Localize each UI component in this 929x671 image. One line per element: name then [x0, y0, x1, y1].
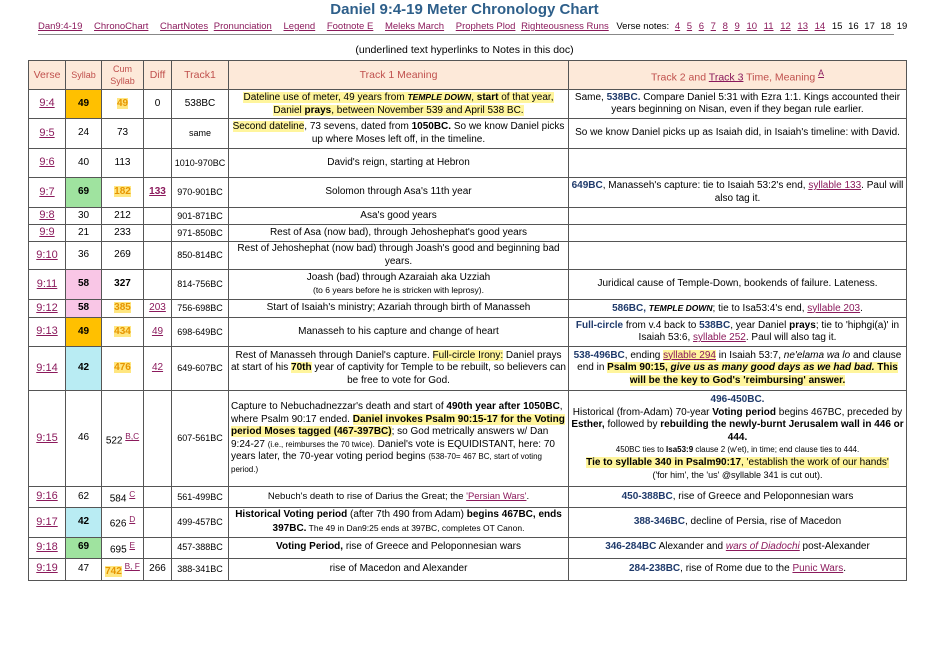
text: Second dateline — [232, 121, 305, 132]
syllable-link[interactable]: syllable 252 — [693, 332, 746, 343]
track1-cell: 814-756BC — [172, 270, 229, 300]
verse-link[interactable]: 9:5 — [39, 126, 55, 139]
text: So we know Daniel picks up where Moses left off, in the timeline. — [311, 121, 565, 145]
cum-cell — [102, 347, 144, 391]
track2-cell — [569, 225, 907, 242]
text: , where Psalm 90:17 ended. — [231, 401, 563, 425]
verse-link[interactable]: 9:8 — [39, 209, 55, 222]
text: . Paul will also tag it. — [745, 332, 837, 343]
temple-down-term: TEMPLE DOWN — [648, 302, 713, 313]
text: Voting period — [712, 406, 776, 418]
track1-cell: 901-871BC — [172, 208, 229, 225]
text: Dateline use of meter, 49 years from — [243, 92, 408, 103]
header-track3-link[interactable]: Track 3 — [708, 71, 744, 83]
text: Capture to Nebuchadnezzar's death and start of — [231, 401, 447, 412]
syllab-cell: 24 — [66, 119, 102, 149]
verse-link[interactable]: 9:12 — [36, 301, 58, 314]
verse-link[interactable]: 9:17 — [36, 515, 58, 528]
header-track2-time-text: Time, Meaning — [743, 71, 816, 83]
syllab-cell: 49 — [66, 318, 102, 347]
diff-cell — [144, 149, 172, 178]
verse-link[interactable]: 9:9 — [39, 226, 55, 239]
text: 450BC ties to — [615, 445, 667, 455]
text: Tie to syllable 340 in Psalm90:17 — [586, 456, 742, 468]
cum-cell — [102, 318, 144, 347]
text: of that year, Daniel — [273, 92, 554, 116]
meaning-cell — [229, 270, 569, 300]
syllab-cell: 42 — [66, 347, 102, 391]
footnote-link[interactable]: C — [129, 489, 136, 499]
meaning-cell — [229, 537, 569, 558]
diff-cell — [144, 347, 172, 391]
page-title: Daniel 9:4-19 Meter Chronology Chart — [330, 1, 599, 18]
text: , ending — [624, 349, 664, 361]
table-row — [29, 178, 907, 208]
syllab-cell: 58 — [66, 270, 102, 300]
verse-cell — [29, 242, 66, 270]
cum-value: 182 — [114, 186, 131, 198]
track1-cell: 1010-970BC — [172, 149, 229, 178]
cum-cell: 327 — [102, 270, 144, 300]
text: ; so God metrically answers w/ Dan 9:24-27 — [231, 426, 549, 450]
table-row — [29, 487, 907, 508]
verse-link-13[interactable]: 13 — [797, 21, 808, 32]
text: . — [843, 562, 846, 574]
text: (after 7th 490 from Adam) — [347, 509, 467, 521]
text: . — [860, 302, 863, 314]
track1-cell: 970-901BC — [172, 178, 229, 208]
header-cum-syllab: Cum Syllab — [102, 61, 144, 90]
cum-cell — [102, 391, 144, 487]
persian-wars-link[interactable]: 'Persian Wars' — [466, 490, 527, 502]
diff-cell — [144, 225, 172, 242]
header-diff: Diff — [144, 61, 172, 90]
track1-cell: 388-341BC — [172, 558, 229, 580]
track1-cell: 850-814BC — [172, 242, 229, 270]
diff-cell — [144, 208, 172, 225]
verse-link[interactable]: 9:6 — [39, 156, 55, 169]
text: Historical (from-Adam) 70-year — [572, 406, 713, 418]
cum-cell: 233 — [102, 225, 144, 242]
text: begins 467BC, ends 397BC. — [272, 509, 562, 534]
header-verse: Verse — [29, 61, 66, 90]
verse-plain-18: 18 — [880, 21, 892, 32]
table-row — [29, 300, 907, 318]
header-track1-meaning: Track 1 Meaning — [229, 61, 569, 90]
text: 538-496BC — [573, 349, 625, 361]
meaning-cell: Start of Isaiah's ministry; Azariah through birth of Manasseh — [229, 300, 569, 318]
verse-plain-15: 15 — [831, 21, 843, 32]
verse-link-4[interactable]: 4 — [674, 21, 681, 32]
diff-cell — [144, 270, 172, 300]
verse-cell — [29, 318, 66, 347]
verse-link-8[interactable]: 8 — [722, 21, 728, 32]
track2-cell — [569, 208, 907, 225]
diff-cell — [144, 119, 172, 149]
header-syllab: Syllab — [66, 61, 102, 90]
footnote-a-link[interactable]: A — [818, 67, 824, 78]
nav-link-chronochart[interactable]: ChronoChart — [94, 21, 149, 32]
meaning-cell: Asa's good years — [229, 208, 569, 225]
track2-cell — [569, 537, 907, 558]
verse-link[interactable]: 9:16 — [36, 490, 58, 503]
verse-link-9[interactable]: 9 — [734, 21, 740, 32]
text: 538BC — [699, 319, 731, 331]
meaning-cell: Manasseh to his capture and change of heart — [229, 318, 569, 347]
track2-cell — [569, 90, 907, 119]
temple-down-term: TEMPLE DOWN — [407, 92, 472, 102]
verse-link-11[interactable]: 11 — [763, 21, 774, 32]
hyperlink-note: (underlined text hyperlinks to Notes in this doc) — [355, 44, 574, 56]
table-row — [29, 90, 907, 119]
verse-cell — [29, 391, 66, 487]
diff-cell: 266 — [144, 558, 172, 580]
chronology-table — [28, 60, 907, 581]
nav-link-chartnotes[interactable]: ChartNotes — [160, 21, 209, 32]
diff-link[interactable]: 133 — [149, 186, 166, 198]
cum-value: 476 — [114, 362, 131, 374]
text: from v.4 back to — [623, 319, 700, 331]
text: This will be the key to God's 'reimbursing' answer. — [629, 362, 898, 386]
text: 450-388BC — [621, 490, 673, 502]
track1-cell: 971-850BC — [172, 225, 229, 242]
text: 496-450BC. — [710, 394, 765, 406]
text: ; tie to 'hiphgi(a)' in Isaiah 53:6, — [638, 319, 900, 343]
nav-link-prophets-plod[interactable]: Prophets Plod — [455, 21, 516, 32]
text: in Isaiah 53:7, — [715, 349, 784, 361]
cum-cell: 269 — [102, 242, 144, 270]
text: Joash (bad) through Azaraiah aka Uzziah — [306, 271, 491, 283]
track1-cell: same — [172, 119, 229, 149]
text: Compare Daniel 5:31 with Ezra 1:1. Kings accounted their years beginning on Nisan, even if they began rule earlier. — [611, 91, 901, 115]
diff-cell — [144, 318, 172, 347]
verse-link[interactable]: 9:19 — [36, 562, 58, 575]
syllab-cell: 69 — [66, 537, 102, 558]
text: . Paul will also tag it. — [714, 180, 904, 204]
diff-cell — [144, 391, 172, 487]
track1-cell: 457-388BC — [172, 537, 229, 558]
table-row — [29, 208, 907, 225]
track2-cell — [569, 487, 907, 508]
cum-value: 695 — [109, 544, 127, 556]
text: rise of Greece and Peloponnesian wars — [343, 541, 521, 553]
text: begins 467BC, preceded by — [775, 406, 903, 418]
verse-link-12[interactable]: 12 — [780, 21, 791, 32]
syllable-link[interactable]: syllable 294 — [663, 349, 716, 361]
text: , 73 sevens, dated from — [304, 121, 412, 132]
text: Alexander and — [656, 541, 726, 553]
text: Voting Period, — [276, 541, 344, 553]
track1-cell: 499-457BC — [172, 507, 229, 537]
text: Full-circle — [575, 319, 624, 331]
syllab-cell: 36 — [66, 242, 102, 270]
text: The 49 in Dan9:25 ends at 397BC, completes OT Canon. — [306, 522, 525, 533]
footnote-link[interactable]: B,C — [125, 430, 140, 441]
syllab-cell: 58 — [66, 300, 102, 318]
verse-link[interactable]: 9:15 — [36, 431, 58, 444]
verse-cell — [29, 178, 66, 208]
text: Psalm 90:15, — [607, 362, 671, 374]
text: (i.e., reimburses the 70 twice). — [267, 439, 375, 449]
diadochi-link[interactable]: wars of Diadochi — [725, 541, 800, 553]
syllab-cell: 47 — [66, 558, 102, 580]
track1-cell: 649-607BC — [172, 347, 229, 391]
text: , Manasseh's capture: tie to Isaiah 53:2's end, — [602, 180, 809, 191]
track2-cell — [569, 347, 907, 391]
track2-cell — [569, 391, 907, 487]
track2-cell — [569, 507, 907, 537]
header-track2-meaning — [569, 61, 907, 90]
table-row — [29, 347, 907, 391]
verse-link[interactable]: 9:11 — [36, 277, 58, 290]
cum-value: 742 — [105, 565, 122, 577]
header-track1: Track1 — [172, 61, 229, 90]
track2-cell — [569, 558, 907, 580]
footnote-link[interactable]: E — [129, 539, 136, 550]
table-row — [29, 225, 907, 242]
meaning-cell: Rest of Asa (now bad), through Jehoshephat's good years — [229, 225, 569, 242]
text: give us as many good days as we had bad. — [670, 362, 875, 374]
syllab-cell: 49 — [66, 90, 102, 119]
table-header-row — [29, 61, 907, 90]
text: Same, — [574, 91, 607, 103]
syllab-cell: 42 — [66, 507, 102, 537]
table-row — [29, 391, 907, 487]
nav-link-footnote-e[interactable]: Footnote E — [326, 21, 374, 32]
text: (538-70= 467 BC, start of voting period.) — [231, 452, 542, 474]
verse-link-6[interactable]: 6 — [698, 21, 704, 32]
diff-link[interactable]: 49 — [151, 325, 164, 337]
text: 388-346BC — [633, 516, 685, 528]
diff-cell — [144, 242, 172, 270]
track1-cell: 607-561BC — [172, 391, 229, 487]
verse-cell — [29, 300, 66, 318]
verse-link-10[interactable]: 10 — [746, 21, 758, 32]
track2-cell — [569, 242, 907, 270]
text: 1050BC. — [411, 121, 452, 132]
text: Full-circle Irony: — [432, 349, 504, 361]
text: 70th — [291, 362, 312, 374]
track2-cell — [569, 178, 907, 208]
text: Daniel prays at start of his — [231, 349, 562, 374]
table-row — [29, 119, 907, 149]
track2-cell — [569, 300, 907, 318]
cum-cell — [102, 507, 144, 537]
diff-cell — [144, 537, 172, 558]
meaning-cell: David's reign, starting at Hebron — [229, 149, 569, 178]
text: , decline of Persia, rise of Macedon — [684, 516, 842, 528]
text: clause 2 (w'et), in time; end clause ties to 444. — [693, 445, 860, 455]
syllab-cell: 62 — [66, 487, 102, 508]
verse-cell — [29, 149, 66, 178]
diff-link[interactable]: 42 — [151, 362, 164, 374]
nav-bar — [38, 20, 908, 35]
syllab-cell: 69 — [66, 178, 102, 208]
syllable-link[interactable]: syllable 203 — [807, 302, 861, 314]
text: Nebuch's death to rise of Darius the Great; the — [267, 490, 467, 502]
text: , 'establish the work of our hands' — [741, 456, 889, 468]
text: 538BC. — [606, 91, 641, 103]
text: rebuilding the newly-burnt Jerusalem wall in 446 or 444. — [660, 419, 904, 443]
cum-cell: 212 — [102, 208, 144, 225]
header-track2-text: Track 2 and — [651, 71, 709, 83]
verse-link[interactable]: 9:7 — [39, 185, 55, 198]
verse-link-7[interactable]: 7 — [710, 21, 716, 32]
footnote-link[interactable]: B, F — [124, 561, 140, 572]
verse-plain-16: 16 — [848, 21, 859, 32]
text: 586BC, — [612, 302, 649, 314]
meaning-cell — [229, 347, 569, 391]
text: ; tie to Isa53:4's end, — [712, 302, 808, 314]
syllab-cell: 21 — [66, 225, 102, 242]
text: 346-284BC — [605, 541, 657, 553]
verse-cell — [29, 270, 66, 300]
syllable-link[interactable]: syllable 133 — [808, 180, 862, 191]
cum-cell: 113 — [102, 149, 144, 178]
text: start — [476, 92, 499, 103]
meaning-cell — [229, 391, 569, 487]
track2-cell — [569, 318, 907, 347]
text: Esther, — [571, 419, 605, 431]
text: 490th year after 1050BC — [446, 401, 560, 412]
text: , rise of Greece and Peloponnesian wars — [672, 490, 854, 502]
text: post-Alexander — [799, 541, 870, 553]
table-row — [29, 318, 907, 347]
verse-cell — [29, 537, 66, 558]
cum-value: 49 — [116, 97, 129, 109]
text: ('for him', the 'us' @syllable 341 is cut out). — [652, 470, 823, 481]
syllab-cell: 30 — [66, 208, 102, 225]
text: , rise of Rome due to the — [680, 562, 793, 574]
cum-cell — [102, 300, 144, 318]
text: 649BC — [571, 180, 603, 191]
nav-link-meleks-march[interactable]: Meleks March — [384, 21, 445, 32]
verse-link-5[interactable]: 5 — [686, 21, 693, 32]
cum-value: 385 — [114, 302, 131, 314]
cum-cell: 73 — [102, 119, 144, 149]
text: followed by — [604, 419, 661, 431]
nav-link-righteousness-runs[interactable]: Righteousness Runs — [521, 21, 609, 32]
nav-link-pronunciation[interactable]: Pronunciation — [213, 21, 272, 32]
track2-cell — [569, 149, 907, 178]
verse-cell — [29, 90, 66, 119]
text: prays — [304, 104, 332, 116]
verse-link[interactable]: 9:13 — [36, 325, 58, 338]
verse-plain-17: 17 — [864, 21, 875, 32]
track1-cell: 538BC — [172, 90, 229, 119]
meaning-cell — [229, 487, 569, 508]
punic-wars-link[interactable]: Punic Wars — [792, 562, 844, 574]
meaning-cell — [229, 119, 569, 149]
text: Daniel invokes Psalm 90:15-17 for the Voting period Moses tagged (467-397BC) — [231, 413, 565, 437]
text: , between November 539 and April 538 BC. — [331, 104, 524, 116]
cum-cell — [102, 90, 144, 119]
table-row — [29, 242, 907, 270]
text: , — [471, 92, 477, 103]
verse-cell — [29, 507, 66, 537]
verse-link[interactable]: 9:18 — [36, 540, 58, 553]
meaning-cell: Rest of Jehoshephat (now bad) through Joash's good and beginning bad years. — [229, 242, 569, 270]
verse-cell — [29, 225, 66, 242]
verse-cell — [29, 487, 66, 508]
footnote-link[interactable]: D — [129, 514, 136, 525]
verse-plain-19: 19 — [896, 21, 908, 32]
text: , year Daniel — [730, 319, 790, 331]
text: and clause end in — [577, 349, 902, 374]
cum-cell — [102, 487, 144, 508]
text: Isa53:9 — [666, 445, 694, 455]
table-row — [29, 507, 907, 537]
verse-notes-label: Verse notes: — [616, 21, 670, 32]
diff-cell — [144, 300, 172, 318]
nav-link-legend[interactable]: Legend — [283, 21, 316, 32]
cum-cell — [102, 558, 144, 580]
verse-cell — [29, 558, 66, 580]
diff-cell: 0 — [144, 90, 172, 119]
text: year of captivity for Temple to be rebuilt, so believers can be free to vote for God. — [311, 362, 566, 386]
table-row — [29, 537, 907, 558]
verse-cell — [29, 119, 66, 149]
verse-link-14[interactable]: 14 — [814, 21, 826, 32]
table-row — [29, 558, 907, 580]
meaning-cell — [229, 90, 569, 119]
text: 284-238BC — [629, 562, 681, 574]
track1-cell: 698-649BC — [172, 318, 229, 347]
cum-value: 626 — [109, 518, 127, 530]
text: . — [526, 490, 530, 502]
meaning-cell: rise of Macedon and Alexander — [229, 558, 569, 580]
cum-value: 584 — [109, 493, 127, 505]
cum-value: 434 — [114, 325, 131, 337]
verse-cell — [29, 208, 66, 225]
track1-cell: 561-499BC — [172, 487, 229, 508]
table-row — [29, 149, 907, 178]
text: (to 6 years before he is stricken with leprosy). — [312, 285, 484, 295]
track2-cell: Juridical cause of Temple-Down, bookends of failure. Lateness. — [569, 270, 907, 300]
meaning-cell — [229, 507, 569, 537]
verse-link[interactable]: 9:14 — [36, 361, 58, 374]
verse-link[interactable]: 9:4 — [39, 97, 55, 110]
verse-link[interactable]: 9:10 — [36, 248, 58, 261]
text: Historical Voting period — [235, 509, 348, 521]
cum-cell — [102, 178, 144, 208]
table-row — [29, 270, 907, 300]
diff-link[interactable]: 203 — [149, 302, 166, 314]
diff-cell — [144, 487, 172, 508]
diff-cell — [144, 178, 172, 208]
cum-cell — [102, 537, 144, 558]
track1-cell: 756-698BC — [172, 300, 229, 318]
syllab-cell: 40 — [66, 149, 102, 178]
cum-value: 522 — [105, 434, 123, 446]
text: Daniel's vote is EQUIDISTANT, here: 70 years later, the 70-year voting period begins — [231, 438, 555, 462]
nav-link-dan9[interactable]: Dan9:4-19 — [38, 21, 83, 32]
verse-cell — [29, 347, 66, 391]
track2-cell: So we know Daniel picks up as Isaiah did, in Isaiah's timeline: with David. — [569, 119, 907, 149]
meaning-cell: Solomon through Asa's 11th year — [229, 178, 569, 208]
diff-cell — [144, 507, 172, 537]
text: ne'elama wa lo — [783, 349, 851, 361]
text: Rest of Manasseh through Daniel's capture. — [235, 349, 433, 361]
text: prays — [789, 319, 816, 331]
syllab-cell: 46 — [66, 391, 102, 487]
